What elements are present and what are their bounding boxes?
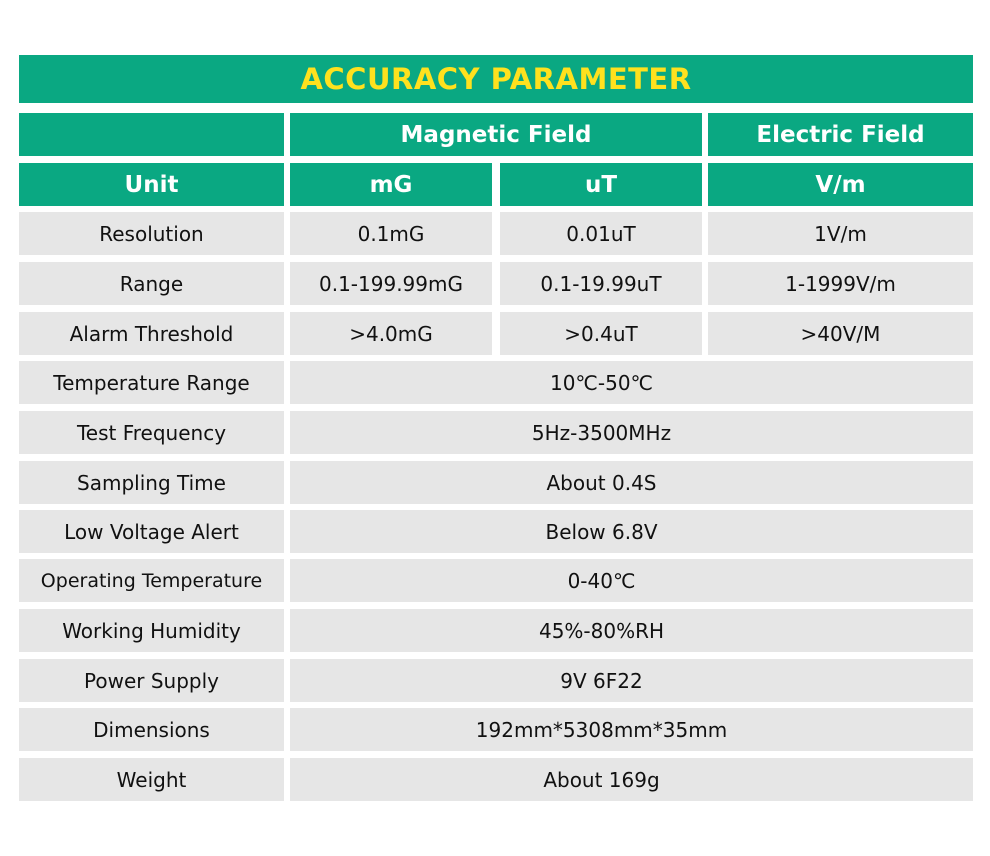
- range-ut-value: 0.1-19.99uT: [500, 262, 702, 305]
- table-title: ACCURACY PARAMETER: [19, 55, 973, 103]
- row-label-working-humidity: Working Humidity: [19, 609, 284, 652]
- range-mg-value: 0.1-199.99mG: [290, 262, 492, 305]
- row-label-dimensions: Dimensions: [19, 708, 284, 751]
- row-label-alarm-threshold: Alarm Threshold: [19, 312, 284, 355]
- alarm-threshold-ut-value: >0.4uT: [500, 312, 702, 355]
- row-label-power-supply: Power Supply: [19, 659, 284, 702]
- header-electric-field: Electric Field: [708, 113, 973, 156]
- temperature-range-value: 10℃-50℃: [290, 361, 973, 404]
- low-voltage-alert-value: Below 6.8V: [290, 510, 973, 553]
- weight-value: About 169g: [290, 758, 973, 801]
- row-label-temperature-range: Temperature Range: [19, 361, 284, 404]
- working-humidity-value: 45%-80%RH: [290, 609, 973, 652]
- range-vm-value: 1-1999V/m: [708, 262, 973, 305]
- resolution-vm-value: 1V/m: [708, 212, 973, 255]
- header-blank-cell: [19, 113, 284, 156]
- row-label-resolution: Resolution: [19, 212, 284, 255]
- unit-vm: V/m: [708, 163, 973, 206]
- resolution-mg-value: 0.1mG: [290, 212, 492, 255]
- dimensions-value: 192mm*5308mm*35mm: [290, 708, 973, 751]
- unit-ut: uT: [500, 163, 702, 206]
- row-label-sampling-time: Sampling Time: [19, 461, 284, 504]
- row-label-operating-temperature: Operating Temperature: [19, 559, 284, 602]
- row-label-test-frequency: Test Frequency: [19, 411, 284, 454]
- resolution-ut-value: 0.01uT: [500, 212, 702, 255]
- row-label-range: Range: [19, 262, 284, 305]
- operating-temperature-value: 0-40℃: [290, 559, 973, 602]
- alarm-threshold-mg-value: >4.0mG: [290, 312, 492, 355]
- alarm-threshold-vm-value: >40V/M: [708, 312, 973, 355]
- header-magnetic-field: Magnetic Field: [290, 113, 702, 156]
- unit-label: Unit: [19, 163, 284, 206]
- unit-mg: mG: [290, 163, 492, 206]
- row-label-weight: Weight: [19, 758, 284, 801]
- power-supply-value: 9V 6F22: [290, 659, 973, 702]
- row-label-low-voltage-alert: Low Voltage Alert: [19, 510, 284, 553]
- test-frequency-value: 5Hz-3500MHz: [290, 411, 973, 454]
- sampling-time-value: About 0.4S: [290, 461, 973, 504]
